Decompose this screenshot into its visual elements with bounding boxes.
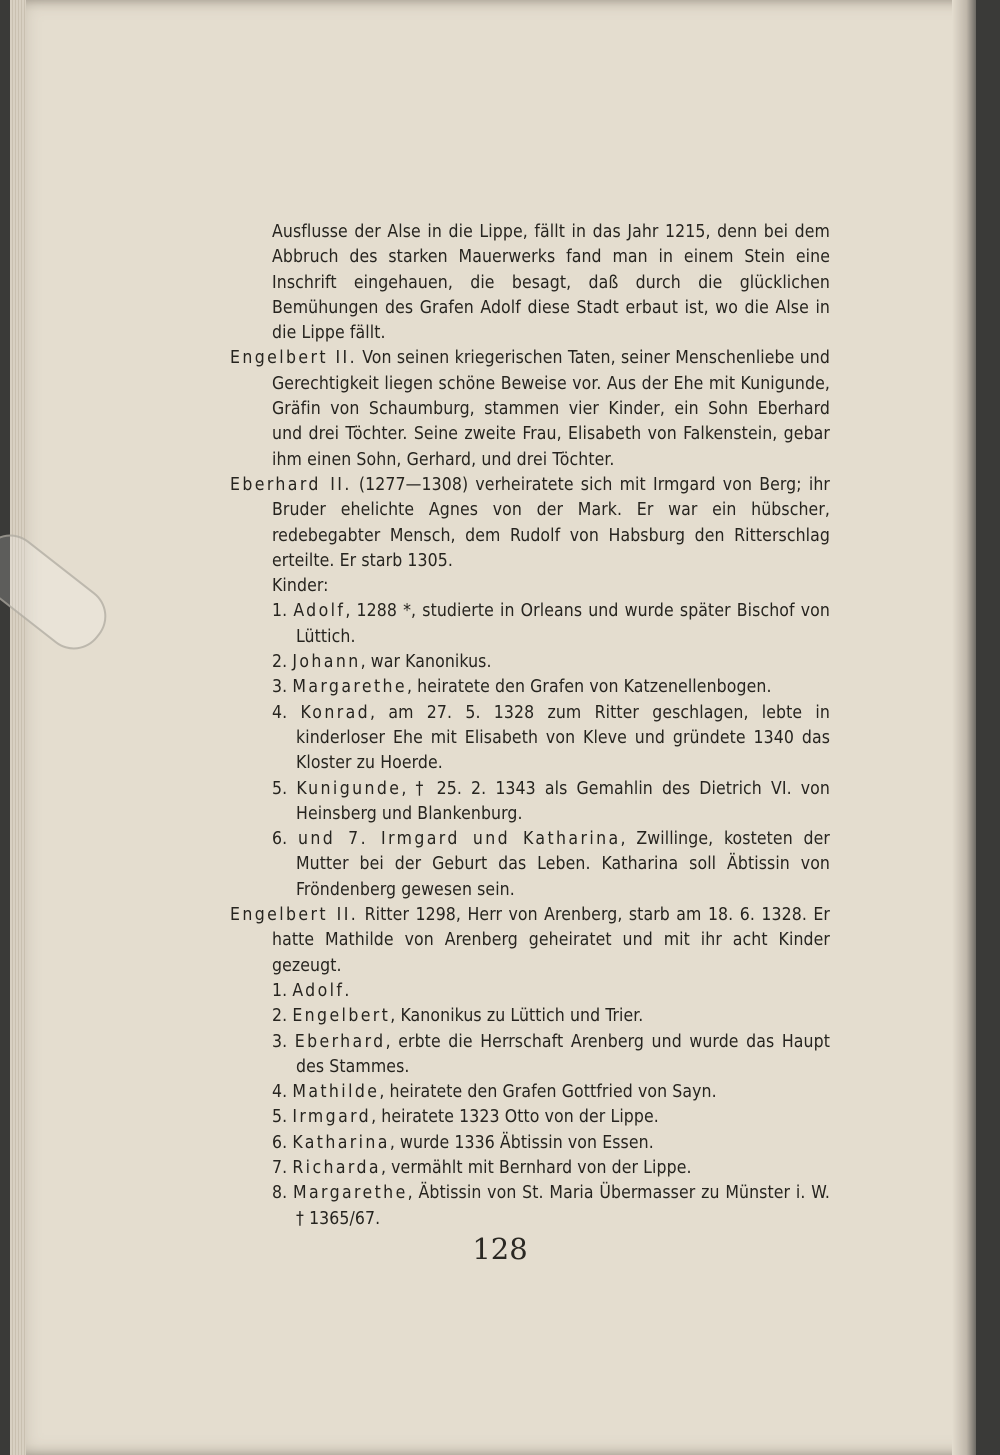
list-item	[272, 1156, 830, 1181]
child-text: , heiratete den Grafen Gottfried von Sayn.	[379, 1082, 717, 1103]
list-item	[272, 777, 830, 828]
child-name: Johann	[292, 652, 361, 673]
item-number: 6.	[272, 829, 288, 850]
item-number: 7.	[272, 1157, 288, 1178]
child-text: , am 27. 5. 1328 zum Ritter geschlagen, lebte in kinderloser Ehe mit Elisabeth von Kleve und gründete 1340 das Kloster zu Hoerde.	[296, 702, 830, 774]
list-item	[272, 979, 830, 1004]
entry-name: Eberhard II.	[230, 474, 352, 495]
item-number: 5.	[272, 778, 288, 799]
entry-engelbert-2	[230, 903, 830, 979]
item-number: 3.	[272, 1031, 288, 1052]
list-item	[272, 701, 830, 777]
list-item	[272, 1181, 830, 1232]
child-text: , vermählt mit Bernhard von der Lippe.	[380, 1157, 692, 1178]
item-number: 6.	[272, 1132, 288, 1153]
kinder-label: Kinder:	[272, 576, 329, 597]
child-text: , 1288 *, studierte in Orleans und wurde später Bischof von Lüttich.	[296, 601, 830, 647]
page-body-text	[230, 220, 830, 1232]
item-number: 1.	[272, 601, 288, 622]
child-name: Margarethe	[292, 677, 407, 698]
page-number: 128	[472, 1232, 528, 1266]
list-item	[272, 650, 830, 675]
item-number: 4.	[272, 1082, 288, 1103]
entry-text: Ritter 1298, Herr von Arenberg, starb am 18. 6. 1328. Er hatte Mathilde von Arenberg geheiratet und mit ihr acht Kinder gezeugt.	[272, 905, 831, 976]
item-number: 2.	[272, 652, 288, 673]
child-text: , Zwillinge, kosteten der Mutter bei der Geburt das Leben. Katharina soll Äbtissin von Fröndenberg gewesen sein.	[296, 829, 830, 900]
child-text: , wurde 1336 Äbtissin von Essen.	[389, 1132, 654, 1153]
eberhard-children-list	[230, 599, 830, 903]
child-text: , heiratete 1323 Otto von der Lippe.	[371, 1107, 659, 1128]
child-name: Eberhard	[294, 1031, 386, 1052]
entry-eberhard	[230, 473, 830, 574]
entry-name: Engelbert II.	[230, 905, 359, 926]
entry-engelbert-1	[230, 346, 830, 472]
child-name: Adolf	[293, 601, 346, 622]
engelbert-children-list	[230, 979, 830, 1232]
child-text: , † 25. 2. 1343 als Gemahlin des Dietrich VI. von Heinsberg und Blankenburg.	[296, 778, 830, 824]
item-number: 5.	[272, 1107, 288, 1128]
list-item	[272, 1105, 830, 1130]
child-text: .	[344, 980, 350, 1001]
list-item	[272, 1131, 830, 1156]
item-number: 3.	[272, 677, 288, 698]
child-name: Kunigunde	[296, 778, 402, 799]
child-name: Konrad	[300, 702, 371, 723]
child-name: Engelbert	[292, 1006, 391, 1027]
child-name: und 7. Irmgard und Katharina	[297, 829, 621, 850]
child-name: Richarda	[292, 1157, 381, 1178]
child-text: , Äbtissin von St. Maria Übermasser zu Münster i. W. † 1365/67.	[296, 1183, 830, 1229]
item-number: 2.	[272, 1006, 288, 1027]
list-item	[272, 1004, 830, 1029]
child-text: , war Kanonikus.	[360, 652, 492, 673]
child-name: Katharina	[292, 1132, 390, 1153]
list-item	[272, 675, 830, 700]
item-number: 4.	[272, 702, 288, 723]
child-name: Mathilde	[292, 1082, 380, 1103]
child-name: Margarethe	[293, 1183, 408, 1204]
list-item	[272, 1030, 830, 1081]
entry-text: Von seinen kriegerischen Taten, seiner Menschenliebe und Gerechtigkeit liegen schöne Beweise vor. Aus der Ehe mit Kunigunde, Gräfin von Schaumburg, stammen vier Kinder, ein Sohn Eberhard und drei Töchter. Seine zweite Frau, Elisabeth von Falkenstein, gebar ihm einen Sohn, Gerhard, und drei Töchter.	[272, 348, 830, 470]
child-text: , erbte die Herrschaft Arenberg und wurde das Haupt des Stammes.	[296, 1031, 830, 1077]
item-number: 8.	[272, 1183, 288, 1204]
item-number: 1.	[272, 980, 288, 1001]
child-name: Irmgard	[292, 1107, 372, 1128]
entry-name: Engelbert II.	[230, 348, 357, 369]
child-name: Adolf	[292, 980, 345, 1001]
list-item	[272, 1080, 830, 1105]
list-item	[272, 599, 830, 650]
child-text: , heiratete den Grafen von Katzenellenbogen.	[406, 677, 772, 698]
child-text: , Kanonikus zu Lüttich und Trier.	[390, 1006, 644, 1027]
list-item	[272, 827, 830, 903]
intro-paragraph: Ausflusse der Alse in die Lippe, fällt in das Jahr 1215, denn bei dem Abbruch des starken Mauerwerks fand man in einem Stein eine Inschrift eingehauen, die besagt, daß durch die glücklichen Bemühungen des Grafen Adolf diese Stadt erbaut ist, wo die Alse in die Lippe fällt.	[272, 222, 830, 344]
entry-text: (1277—1308) verheiratete sich mit Irmgard von Berg; ihr Bruder ehelichte Agnes von der Mark. Er war ein hübscher, redebegabter Mensch, dem Rudolf von Habsburg den Ritterschlag erteilte. Er starb 1305.	[272, 474, 830, 571]
